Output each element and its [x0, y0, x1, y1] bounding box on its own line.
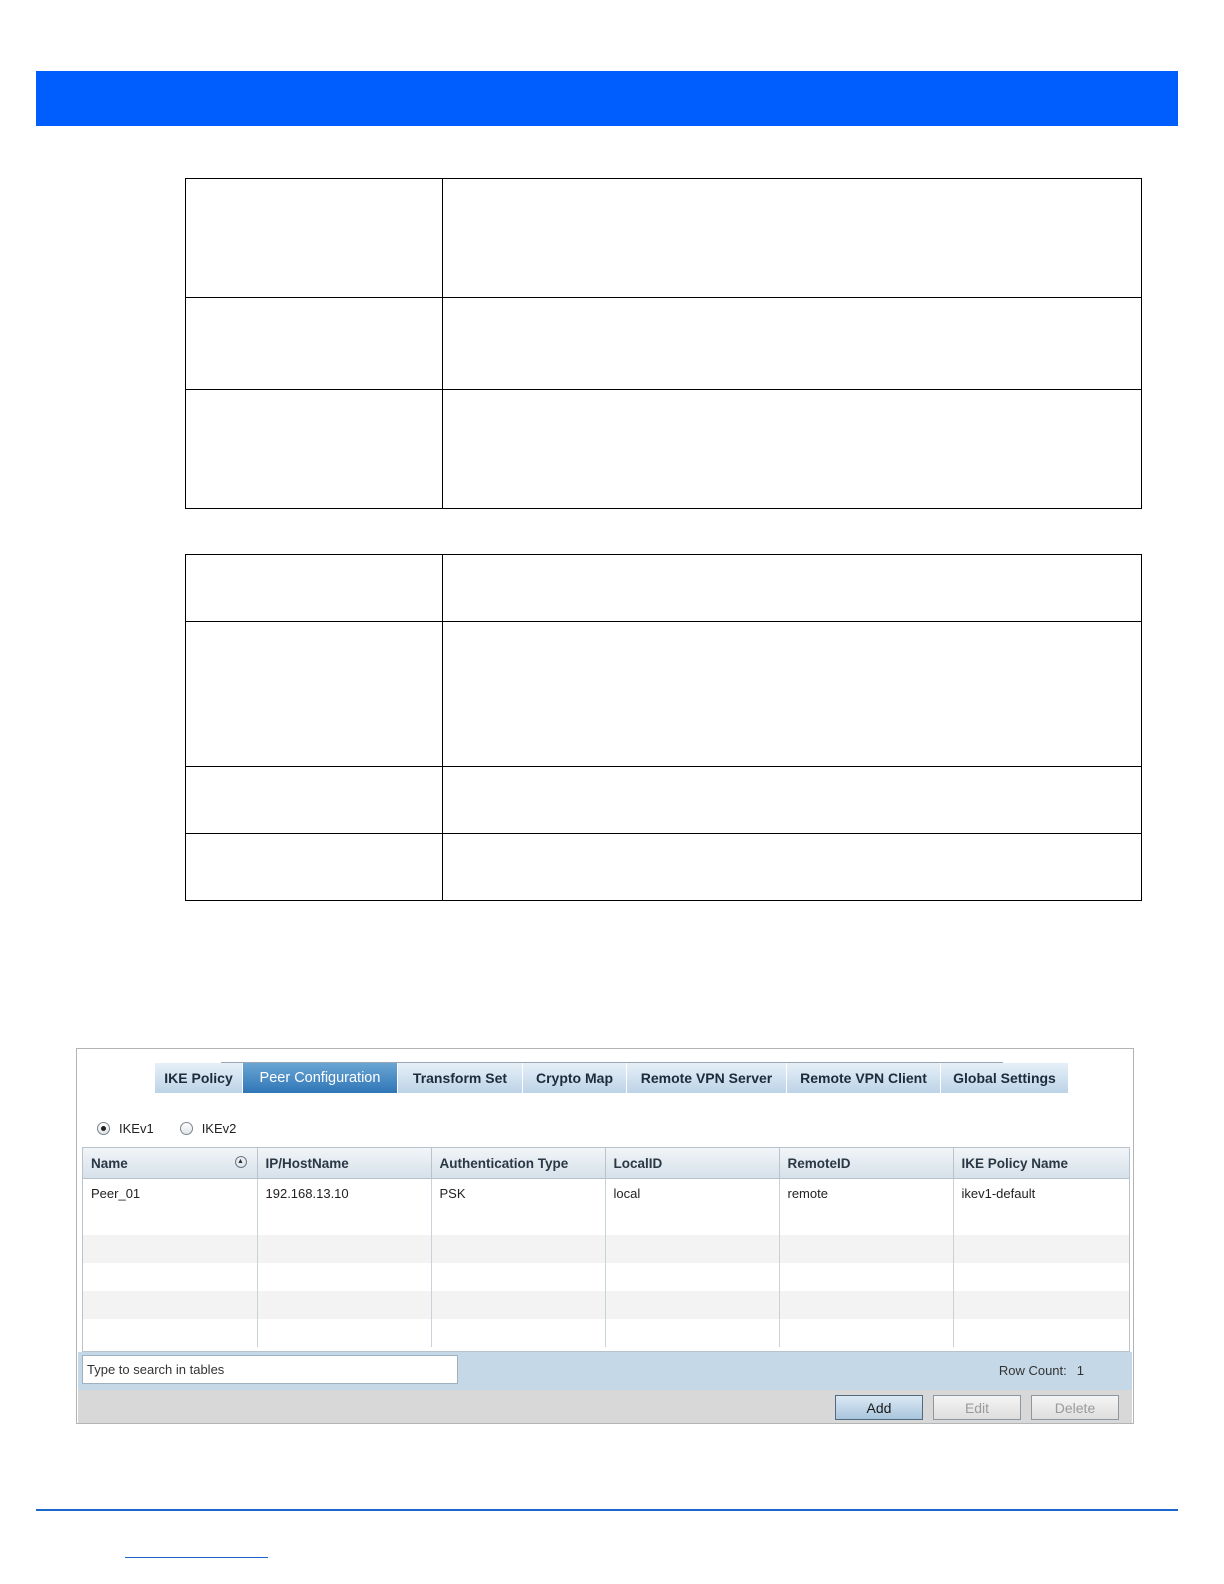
tab-ike-policy[interactable]: IKE Policy [155, 1063, 243, 1093]
table-cell [443, 622, 1142, 767]
table-cell [186, 767, 443, 834]
table-cell [186, 179, 443, 298]
table-cell [443, 767, 1142, 834]
table-cell [186, 834, 443, 901]
table-cell [443, 298, 1142, 390]
cell-ip-hostname: 192.168.13.10 [257, 1179, 431, 1208]
ikev1-radio[interactable] [97, 1122, 110, 1135]
search-input[interactable] [82, 1355, 458, 1384]
cell-ike-policy-name: ikev1-default [961, 1185, 1036, 1201]
column-header-ip-hostname[interactable]: IP/HostName [257, 1148, 431, 1179]
header-banner [36, 71, 1178, 126]
action-bar [78, 1390, 1132, 1423]
tab-transform-set[interactable]: Transform Set [398, 1063, 523, 1093]
row-count-label: Row Count: [998, 1363, 1067, 1378]
cell-authentication-type: PSK [431, 1179, 605, 1208]
column-header-name[interactable]: Name ▲ [83, 1148, 257, 1179]
empty-row [83, 1263, 1129, 1291]
table-cell [443, 179, 1142, 298]
ikev2-radio[interactable] [180, 1122, 193, 1135]
table-cell [186, 622, 443, 767]
tab-remote-vpn-server[interactable]: Remote VPN Server [627, 1063, 787, 1093]
peer-table [82, 1147, 1130, 1352]
add-button[interactable]: Add [835, 1395, 923, 1420]
vpn-peer-configuration-screenshot [76, 1048, 1134, 1424]
ikev1-label: IKEv1 [119, 1121, 154, 1136]
tab-global-settings[interactable]: Global Settings [941, 1063, 1069, 1093]
delete-button[interactable]: Delete [1031, 1395, 1119, 1420]
tab-bar [155, 1063, 1069, 1093]
row-count [999, 1363, 1084, 1378]
cell-remoteid: remote [779, 1179, 953, 1208]
ikev2-label: IKEv2 [201, 1121, 237, 1136]
tab-crypto-map[interactable]: Crypto Map [523, 1063, 627, 1093]
table-cell [186, 390, 443, 509]
column-header-ike-policy-name[interactable]: IKE Policy Name [953, 1148, 1129, 1179]
tab-remote-vpn-client[interactable]: Remote VPN Client [787, 1063, 941, 1093]
table-cell [443, 390, 1142, 509]
cell-name: Peer_01 [83, 1179, 257, 1208]
doc-table-1 [185, 178, 1142, 509]
search-bar [78, 1352, 1132, 1390]
column-header-authentication-type[interactable]: Authentication Type [431, 1148, 605, 1179]
footer-link-underline[interactable] [125, 1557, 268, 1558]
table-cell [443, 834, 1142, 901]
table-cell [443, 555, 1142, 622]
table-cell [186, 298, 443, 390]
footer-rule [36, 1509, 1178, 1511]
table-row[interactable] [83, 1179, 1129, 1208]
row-count-value: 1 [1076, 1363, 1084, 1378]
column-header-localid[interactable]: LocalID [605, 1148, 779, 1179]
cell-localid: local [605, 1179, 779, 1208]
sort-ascending-icon[interactable]: ▲ [235, 1156, 247, 1168]
column-header-remoteid[interactable]: RemoteID [779, 1148, 953, 1179]
empty-row [83, 1207, 1129, 1235]
table-cell [186, 555, 443, 622]
doc-table-2 [185, 554, 1142, 901]
empty-row [83, 1319, 1129, 1347]
tab-peer-configuration[interactable]: Peer Configuration [243, 1063, 398, 1093]
ike-version-selector [97, 1121, 262, 1136]
empty-row [83, 1235, 1129, 1263]
empty-row [83, 1291, 1129, 1319]
edit-button[interactable]: Edit [933, 1395, 1021, 1420]
